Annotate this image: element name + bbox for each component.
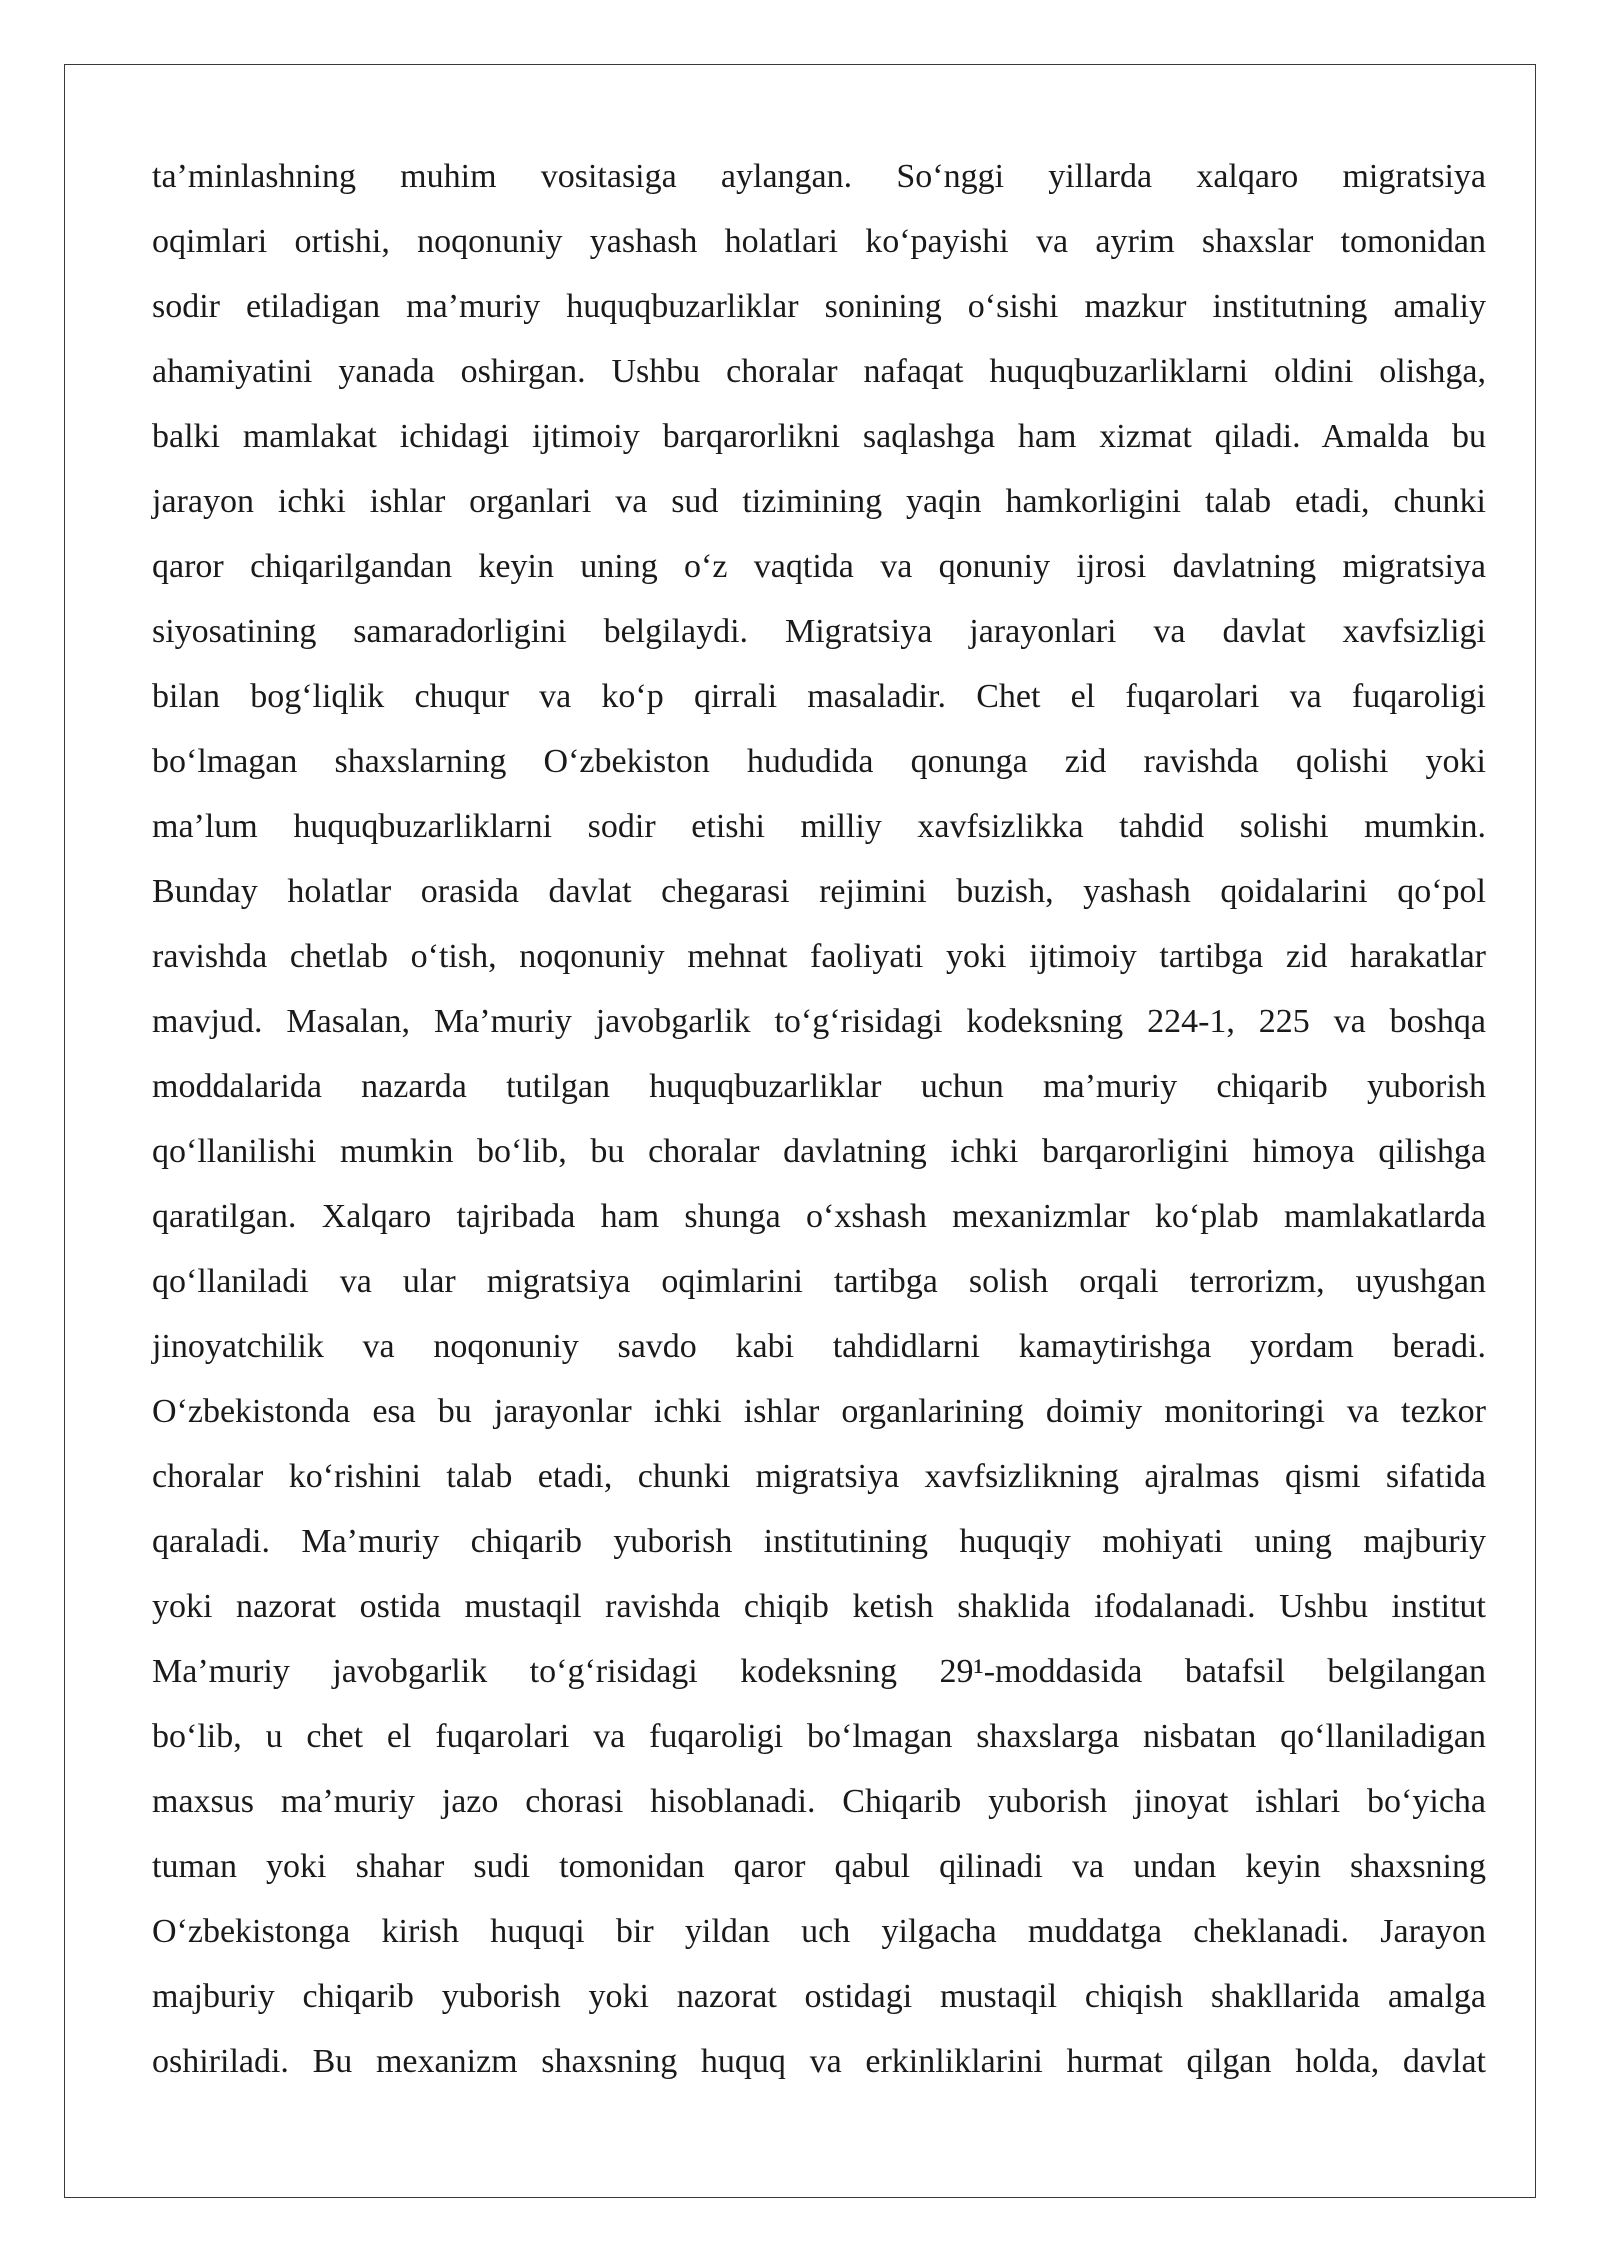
text-line: bo‘lmagan shaxslarning O‘zbekiston hududida qonunga zid ravishda qolishi yoki — [152, 743, 1486, 780]
text-line: qaraladi. Ma’muriy chiqarib yuborish institutining huquqiy mohiyati uning majburiy — [152, 1523, 1486, 1560]
text-line: qo‘llaniladi va ular migratsiya oqimlarini tartibga solish orqali terrorizm, uyushgan — [152, 1263, 1486, 1300]
text-line: qaratilgan. Xalqaro tajribada ham shunga o‘xshash mexanizmlar ko‘plab mamlakatlarda — [152, 1198, 1486, 1235]
text-line: moddalarida nazarda tutilgan huquqbuzarliklar uchun ma’muriy chiqarib yuborish — [152, 1068, 1486, 1105]
text-line: ravishda chetlab o‘tish, noqonuniy mehnat faoliyati yoki ijtimoiy tartibga zid harakatlar — [152, 938, 1486, 975]
text-line: O‘zbekistonda esa bu jarayonlar ichki ishlar organlarining doimiy monitoringi va tezkor — [152, 1393, 1486, 1430]
text-line: ta’minlashning muhim vositasiga aylangan. So‘nggi yillarda xalqaro migratsiya — [152, 158, 1486, 195]
text-line: mavjud. Masalan, Ma’muriy javobgarlik to‘g‘risidagi kodeksning 224-1, 225 va boshqa — [152, 1003, 1486, 1040]
text-line: majburiy chiqarib yuborish yoki nazorat ostidagi mustaqil chiqish shakllarida amalga — [152, 1978, 1486, 2015]
text-line: maxsus ma’muriy jazo chorasi hisoblanadi. Chiqarib yuborish jinoyat ishlari bo‘yicha — [152, 1783, 1486, 1820]
text-line: O‘zbekistonga kirish huquqi bir yildan uch yilgacha muddatga cheklanadi. Jarayon — [152, 1913, 1486, 1950]
text-line: sodir etiladigan ma’muriy huquqbuzarliklar sonining o‘sishi mazkur institutning amaliy — [152, 288, 1486, 325]
text-line: balki mamlakat ichidagi ijtimoiy barqarorlikni saqlashga ham xizmat qiladi. Amalda bu — [152, 418, 1486, 455]
text-line: siyosatining samaradorligini belgilaydi. Migratsiya jarayonlari va davlat xavfsizligi — [152, 613, 1486, 650]
body-text — [152, 144, 1486, 2094]
text-line: choralar ko‘rishini talab etadi, chunki migratsiya xavfsizlikning ajralmas qismi sifatida — [152, 1458, 1486, 1495]
text-line: bo‘lib, u chet el fuqarolari va fuqaroligi bo‘lmagan shaxslarga nisbatan qo‘llaniladigan — [152, 1718, 1486, 1755]
text-line: Ma’muriy javobgarlik to‘g‘risidagi kodeksning 29¹-moddasida batafsil belgilangan — [152, 1653, 1486, 1690]
text-line: jinoyatchilik va noqonuniy savdo kabi tahdidlarni kamaytirishga yordam beradi. — [152, 1328, 1486, 1365]
text-line: ahamiyatini yanada oshirgan. Ushbu choralar nafaqat huquqbuzarliklarni oldini olishga, — [152, 353, 1486, 390]
text-line: ma’lum huquqbuzarliklarni sodir etishi milliy xavfsizlikka tahdid solishi mumkin. — [152, 808, 1486, 845]
text-line: yoki nazorat ostida mustaqil ravishda chiqib ketish shaklida ifodalanadi. Ushbu institut — [152, 1588, 1486, 1625]
text-line: oqimlari ortishi, noqonuniy yashash holatlari ko‘payishi va ayrim shaxslar tomonidan — [152, 223, 1486, 260]
text-line: jarayon ichki ishlar organlari va sud tizimining yaqin hamkorligini talab etadi, chunki — [152, 483, 1486, 520]
text-line: qaror chiqarilgandan keyin uning o‘z vaqtida va qonuniy ijrosi davlatning migratsiya — [152, 548, 1486, 585]
text-line: bilan bog‘liqlik chuqur va ko‘p qirrali masaladir. Chet el fuqarolari va fuqaroligi — [152, 678, 1486, 715]
text-line: Bunday holatlar orasida davlat chegarasi rejimini buzish, yashash qoidalarini qo‘pol — [152, 873, 1486, 910]
text-line: qo‘llanilishi mumkin bo‘lib, bu choralar davlatning ichki barqarorligini himoya qilishga — [152, 1133, 1486, 1170]
text-line: oshiriladi. Bu mexanizm shaxsning huquq va erkinliklarini hurmat qilgan holda, davlat — [152, 2043, 1486, 2080]
text-line: tuman yoki shahar sudi tomonidan qaror qabul qilinadi va undan keyin shaxsning — [152, 1848, 1486, 1885]
